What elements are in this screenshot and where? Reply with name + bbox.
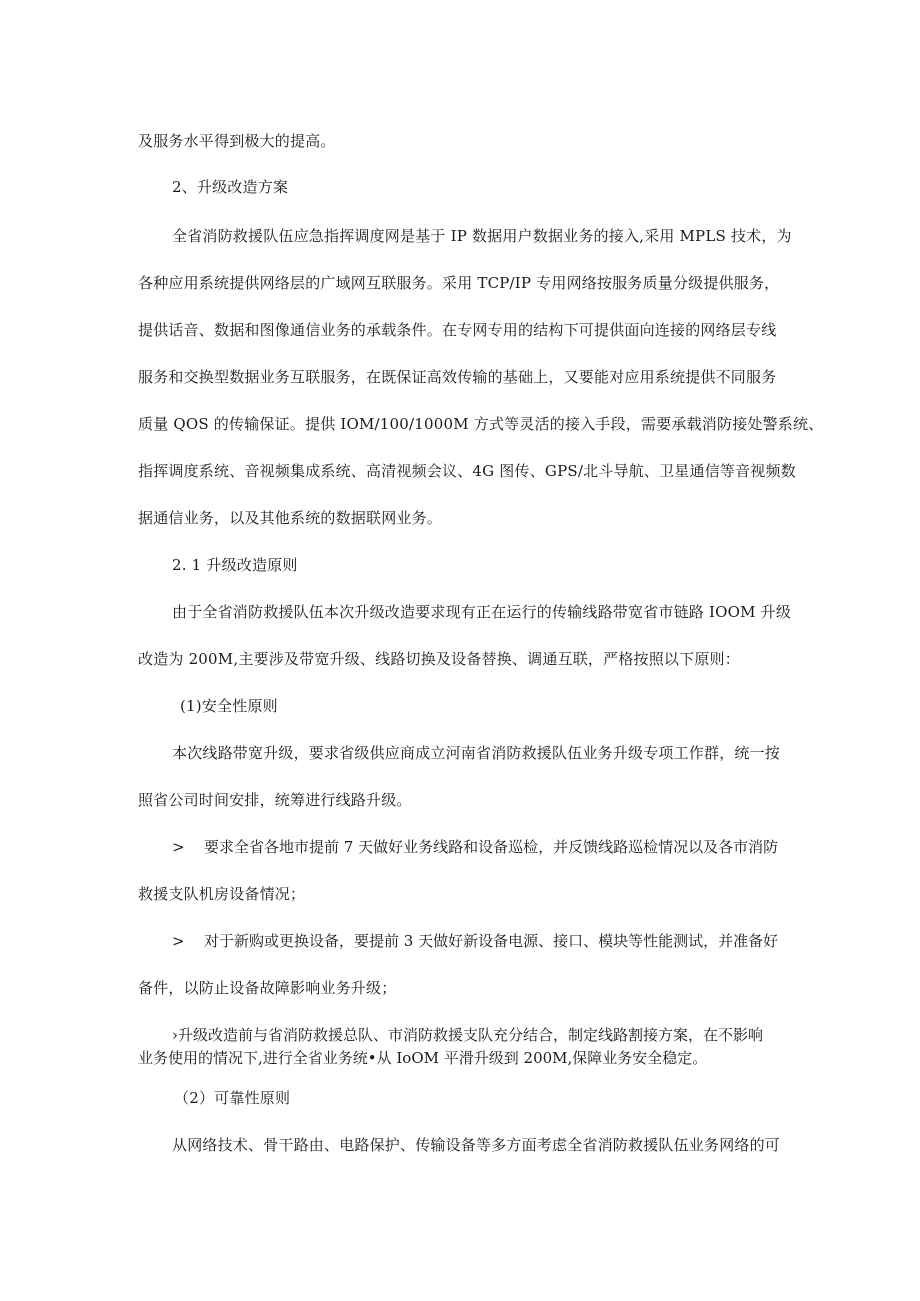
paragraph-line: 改造为 200M,主要涉及带宽升级、线路切换及设备替换、调通互联，严格按照以下原则： (138, 650, 740, 668)
principle-heading: (1)安全性原则 (180, 697, 278, 715)
paragraph-line: 指挥调度系统、音视频集成系统、高清视频会议、4G 图传、GPS/北斗导航、卫星通信等音视频数 (138, 462, 796, 480)
bullet-item (172, 837, 778, 857)
paragraph-line: 照省公司时间安排，统筹进行线路升级。 (138, 791, 412, 809)
paragraph-line: 从网络技术、骨干路由、电路保护、传输设备等多方面考虑全省消防救援队伍业务网络的可 (172, 1136, 781, 1154)
bullet-mark: > (172, 838, 185, 856)
paragraph-line: 由于全省消防救援队伍本次升级改造要求现有正在运行的传输线路带宽省市链路 IOOM 升级 (172, 603, 792, 621)
paragraph-line: 全省消防救援队伍应急指挥调度网是基于 IP 数据用户数据业务的接入,采用 MPLS 技术，为 (172, 227, 792, 245)
bullet-text: 对于新购或更换设备，要提前 3 天做好新设备电源、接口、模块等性能测试，并准备好 (204, 932, 779, 950)
bullet-text: 要求全省各地市提前 7 天做好业务线路和设备巡检，并反馈线路巡检情况以及各市消防 (204, 838, 779, 856)
bullet-item: ›升级改造前与省消防救援总队、市消防救援支队充分结合，制定线路割接方案，在不影响 (172, 1026, 764, 1044)
paragraph-line: 及服务水平得到极大的提高。 (138, 132, 336, 150)
bullet-mark: > (172, 932, 185, 950)
paragraph-line: 质量 QOS 的传输保证。提供 IOM/100/1000M 方式等灵活的接入手段，需要承载消防接处警系统、 (138, 415, 824, 433)
subsection-heading: 2. 1 升级改造原则 (172, 556, 298, 574)
principle-heading: （2）可靠性原则 (174, 1089, 291, 1107)
paragraph-line: 各种应用系统提供网络层的广域网互联服务。采用 TCP/IP 专用网络按服务质量分级提供服务， (138, 274, 780, 292)
paragraph-line: 提供话音、数据和图像通信业务的承载条件。在专网专用的结构下可提供面向连接的网络层专线 (138, 321, 777, 339)
paragraph-line: 据通信业务，以及其他系统的数据联网业务。 (138, 509, 443, 527)
paragraph-line: 救援支队机房设备情况； (138, 885, 306, 903)
bullet-item (172, 931, 778, 951)
section-heading: 2、升级改造方案 (172, 178, 289, 196)
paragraph-line: 业务使用的情况下,进行全省业务统•从 IoOM 平滑升级到 200M,保障业务安全稳定。 (138, 1049, 708, 1067)
paragraph-line: 本次线路带宽升级，要求省级供应商成立河南省消防救援队伍业务升级专项工作群，统一按 (172, 744, 781, 762)
paragraph-line: 服务和交换型数据业务互联服务，在既保证高效传输的基础上，又要能对应用系统提供不同服务 (138, 368, 777, 386)
paragraph-line: 备件，以防止设备故障影响业务升级； (138, 979, 397, 997)
